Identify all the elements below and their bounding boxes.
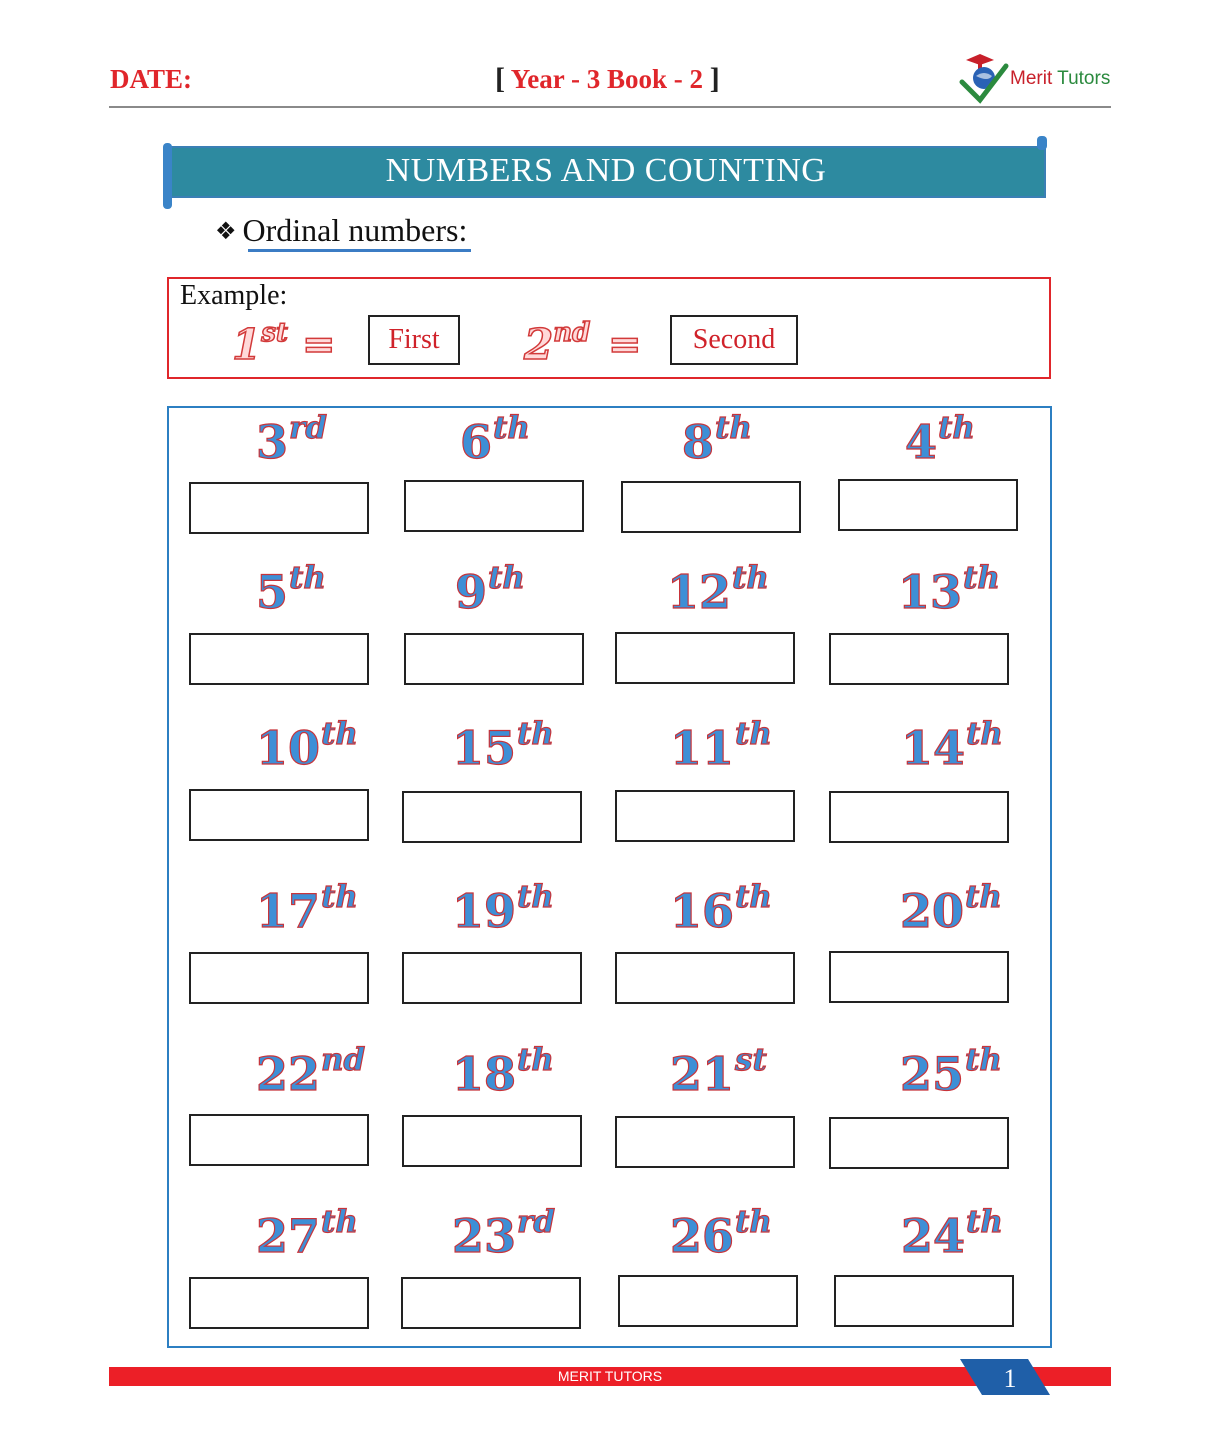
example-answer: First [368, 315, 460, 365]
example-answer: Second [670, 315, 798, 365]
logo-text-merit: Merit [1010, 68, 1053, 89]
ordinal-label: 20th [900, 879, 1002, 938]
ordinal-label: 24th [901, 1204, 1003, 1263]
answer-box[interactable] [838, 479, 1018, 531]
header-divider [109, 106, 1111, 108]
example-ordinal-number: 1 [232, 320, 262, 369]
ordinal-label: 14th [901, 716, 1003, 775]
answer-box[interactable] [189, 482, 369, 534]
answer-box[interactable] [829, 791, 1009, 843]
ordinal-label: 12th [667, 560, 769, 619]
answer-box[interactable] [402, 952, 582, 1004]
ordinal-label: 10th [256, 716, 358, 775]
answer-box[interactable] [615, 1116, 795, 1168]
ordinal-label: 21st [670, 1042, 767, 1101]
example-ordinal [232, 318, 288, 369]
example-label: Example: [180, 280, 288, 311]
example-ordinal [524, 318, 590, 369]
banner-scroll-right [1037, 136, 1047, 150]
example-ordinal-number: 2 [524, 320, 554, 369]
logo-text-tutors: Tutors [1057, 68, 1111, 89]
footer-text: MERIT TUTORS [557, 1368, 663, 1384]
answer-box[interactable] [189, 1114, 369, 1166]
answer-box[interactable] [615, 952, 795, 1004]
section-underline [248, 249, 471, 252]
bracket-close: ] [709, 62, 720, 95]
answer-box[interactable] [189, 633, 369, 685]
answer-box[interactable] [829, 633, 1009, 685]
date-label: DATE: [110, 64, 193, 94]
section-heading-text: Ordinal numbers: [242, 212, 468, 248]
bracket-open: [ [495, 62, 505, 95]
ordinal-label: 15th [452, 716, 554, 775]
ordinal-label: 26th [670, 1204, 772, 1263]
answer-box[interactable] [401, 1277, 581, 1329]
ordinal-label: 19th [452, 879, 554, 938]
logo-text [1010, 68, 1110, 90]
answer-box[interactable] [621, 481, 801, 533]
page-number: 1 [1003, 1364, 1017, 1393]
answer-box[interactable] [189, 952, 369, 1004]
ordinal-label: 8th [682, 410, 752, 469]
ordinal-label: 25th [900, 1042, 1002, 1101]
ordinal-label: 3rd [256, 410, 328, 469]
ordinal-label: 22nd [256, 1042, 366, 1101]
ordinal-label: 16th [670, 879, 772, 938]
ordinal-label: 18th [452, 1042, 554, 1101]
answer-box[interactable] [189, 789, 369, 841]
ordinal-label: 4th [905, 410, 975, 469]
banner-title: NUMBERS AND COUNTING [385, 152, 827, 189]
example-ordinal-suffix: st [261, 318, 288, 348]
answer-box[interactable] [189, 1277, 369, 1329]
answer-box[interactable] [615, 790, 795, 842]
ordinal-label: 11th [670, 716, 772, 775]
section-heading [215, 212, 467, 249]
answer-box[interactable] [618, 1275, 798, 1327]
answer-box[interactable] [404, 480, 584, 532]
ordinal-label: 23rd [452, 1204, 556, 1263]
ordinal-label: 13th [898, 560, 1000, 619]
answer-box[interactable] [404, 633, 584, 685]
example-ordinal-suffix: nd [553, 318, 591, 348]
book-reference-text: Year - 3 Book - 2 [510, 64, 703, 94]
example-equals: = [608, 322, 642, 368]
answer-box[interactable] [402, 791, 582, 843]
answer-box[interactable] [834, 1275, 1014, 1327]
answer-box[interactable] [829, 1117, 1009, 1169]
answer-box[interactable] [402, 1115, 582, 1167]
ordinal-label: 6th [460, 410, 530, 469]
answer-box[interactable] [615, 632, 795, 684]
ordinal-label: 27th [256, 1204, 358, 1263]
ordinal-label: 17th [256, 879, 358, 938]
book-reference [495, 62, 720, 96]
ordinal-label: 5th [256, 560, 326, 619]
diamond-bullet-icon: ❖ [215, 217, 237, 245]
ordinal-label: 9th [455, 560, 525, 619]
answer-box[interactable] [829, 951, 1009, 1003]
example-equals: = [302, 322, 336, 368]
